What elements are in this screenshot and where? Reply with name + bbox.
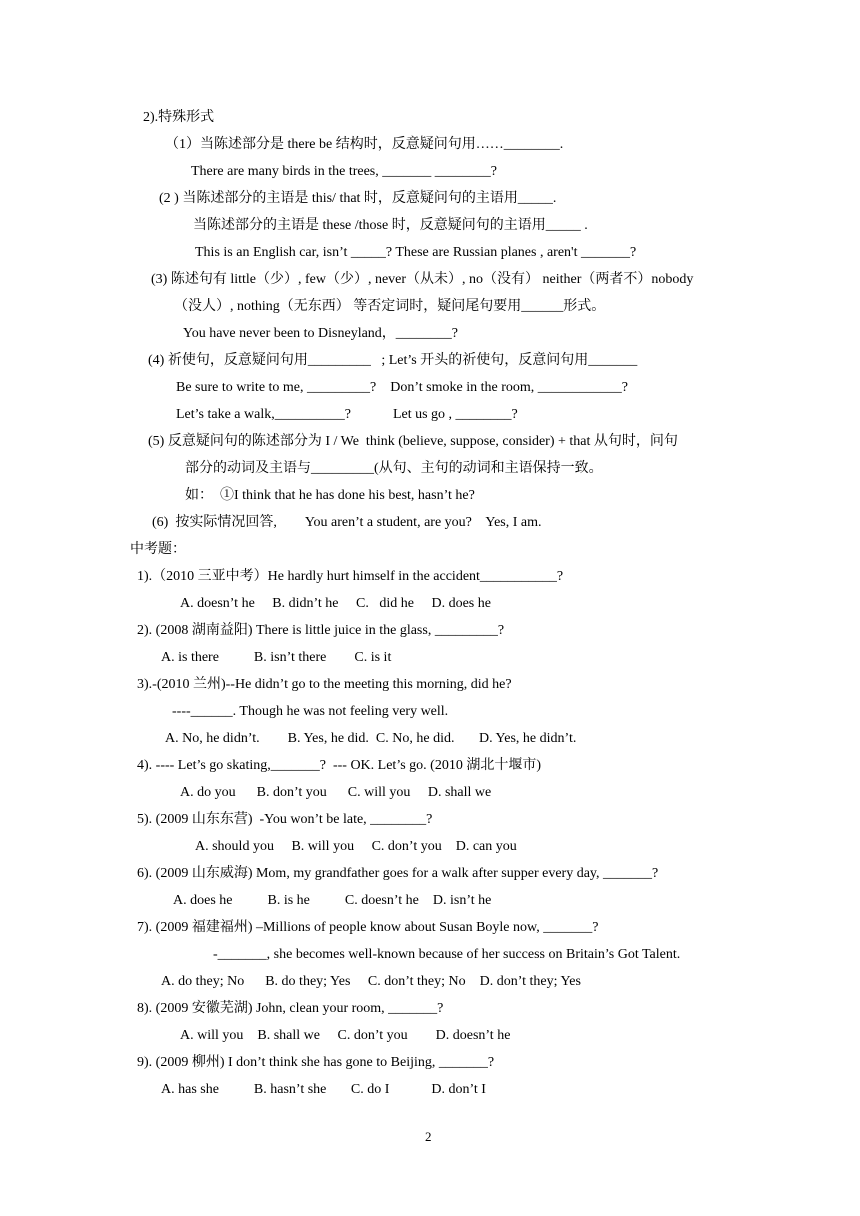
question-9: 9). (2009 柳州) I don’t think she has gone to Beijing, _______? xyxy=(137,1055,495,1070)
question-6-options: A. does he B. is he C. doesn’t he D. isn’t he xyxy=(173,893,492,908)
question-5: 5). (2009 山东东营) -You won’t be late, ________? xyxy=(137,812,433,827)
question-3: 3).-(2010 兰州)--He didn’t go to the meeting this morning, did he? xyxy=(137,677,512,692)
question-2-options: A. is there B. isn’t there C. is it xyxy=(161,650,392,665)
question-8-options: A. will you B. shall we C. don’t you D. doesn’t he xyxy=(180,1028,511,1043)
page-number: 2 xyxy=(425,1129,432,1144)
section-heading: 2).特殊形式 xyxy=(143,110,215,125)
rule-2-example: This is an English car, isn’t _____? These are Russian planes , aren't _______? xyxy=(195,245,637,260)
question-8: 8). (2009 安徽芜湖) John, clean your room, _______? xyxy=(137,1001,444,1016)
question-5-options: A. should you B. will you C. don’t you D. can you xyxy=(195,839,517,854)
question-9-options: A. has she B. hasn’t she C. do I D. don’t I xyxy=(161,1082,486,1097)
rule-2-continued: 当陈述部分的主语是 these /those 时，反意疑问句的主语用_____ . xyxy=(193,218,588,233)
rule-5-continued: 部分的动词及主语与_________(从句、主句的动词和主语保持一致。 xyxy=(185,461,603,476)
rule-1: （1）当陈述部分是 there be 结构时，反意疑问句用……________. xyxy=(165,137,564,152)
rule-1-example: There are many birds in the trees, _______ ________? xyxy=(191,164,497,179)
question-1: 1).（2010 三亚中考）He hardly hurt himself in the accident___________? xyxy=(137,569,564,584)
question-3-response: ----______. Though he was not feeling very well. xyxy=(172,704,449,719)
rule-4-example-2: Let’s take a walk,__________? Let us go , ________? xyxy=(176,407,518,422)
question-4: 4). ---- Let’s go skating,_______? --- OK. Let’s go. (2010 湖北十堰市) xyxy=(137,758,541,773)
question-3-options: A. No, he didn’t. B. Yes, he did. C. No, he did. D. Yes, he didn’t. xyxy=(165,731,577,746)
question-4-options: A. do you B. don’t you C. will you D. shall we xyxy=(180,785,492,800)
question-7-response: -_______, she becomes well-known because of her success on Britain’s Got Talent. xyxy=(213,947,681,962)
rule-4: (4) 祈使句，反意疑问句用_________ ; Let’s 开头的祈使句，反意问句用_______ xyxy=(148,353,638,368)
rule-4-example-1: Be sure to write to me, _________? Don’t smoke in the room, ____________? xyxy=(176,380,628,395)
question-6: 6). (2009 山东威海) Mom, my grandfather goes for a walk after supper every day, _______? xyxy=(137,866,659,881)
rule-3-example: You have never been to Disneyland，________? xyxy=(183,326,459,341)
rule-5-example: 如： ①I think that he has done his best, hasn’t he? xyxy=(185,488,475,503)
question-2: 2). (2008 湖南益阳) There is little juice in the glass, _________? xyxy=(137,623,505,638)
rule-5: (5) 反意疑问句的陈述部分为 I / We think (believe, suppose, consider) + that 从句时，问句 xyxy=(148,434,678,449)
exam-heading: 中考题： xyxy=(130,542,186,557)
rule-3: (3) 陈述句有 little（少）, few（少）, never（从未）, no（没有） neither（两者不）nobody xyxy=(151,272,694,287)
rule-2: (2 ) 当陈述部分的主语是 this/ that 时，反意疑问句的主语用_____. xyxy=(159,191,557,206)
question-1-options: A. doesn’t he B. didn’t he C. did he D. does he xyxy=(180,596,491,611)
question-7: 7). (2009 福建福州) –Millions of people know about Susan Boyle now, _______? xyxy=(137,920,599,935)
rule-3-continued: （没人）, nothing（无东西） 等否定词时，疑问尾句要用______形式。 xyxy=(174,299,606,314)
rule-6: (6) 按实际情况回答, You aren’t a student, are you? Yes, I am. xyxy=(152,515,542,530)
question-7-options: A. do they; No B. do they; Yes C. don’t they; No D. don’t they; Yes xyxy=(161,974,581,989)
